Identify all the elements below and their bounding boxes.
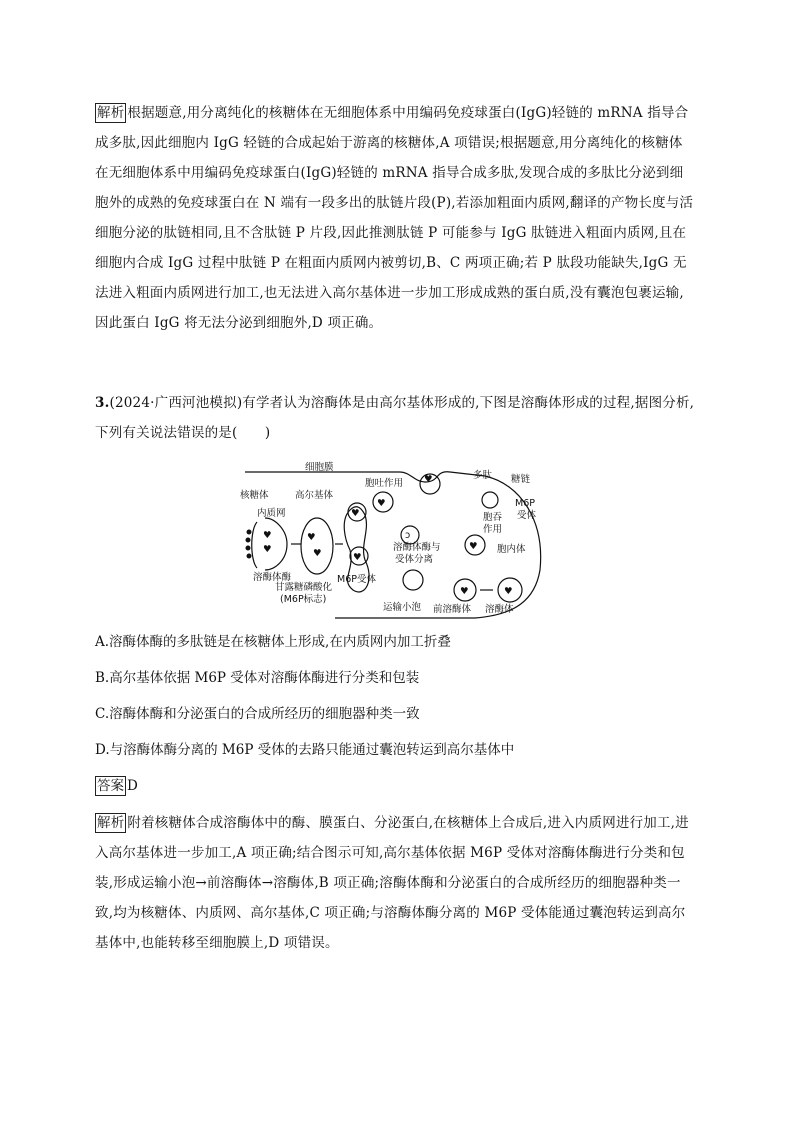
label-separation-1: 溶酶体酶与 (393, 542, 441, 553)
er-shape (246, 518, 288, 570)
lysosome-formation-diagram (235, 460, 565, 620)
svg-text:♥: ♥ (307, 532, 316, 543)
option-d: D.与溶酶体酶分离的 M6P 受体的去路只能通过囊泡转运到高尔基体中 (95, 742, 515, 758)
label-mannose-2: (M6P标志) (280, 594, 327, 605)
analysis-paragraph-2 (95, 808, 695, 958)
label-enzyme-left: 溶酶体酶 (253, 572, 292, 583)
label-mannose-1: 甘露糖磷酸化 (275, 582, 333, 593)
svg-text:♥: ♥ (424, 474, 433, 485)
label-endocytosis-2: 作用 (483, 524, 503, 535)
label-endocytosis-1: 胞吞 (483, 512, 503, 523)
analysis-text: 根据题意,用分离纯化的核糖体在无细胞体系中用编码免疫球蛋白(IgG)轻链的 mRNA 指导合成多肽,因此细胞内 IgG 轻链的合成起始于游离的核糖体,A 项错误;根据题意,用分离纯化的核糖体在无细胞体系中用编码免疫球蛋白(IgG)轻链的 mRNA 指导合成多肽,发现合成的多肽比分泌到细胞外的成熟的免疫球蛋白在 N 端有一段多出的肽链片段(P),若添加粗面内质网,翻译的产物长度与活细胞分泌的肽链相同,且不含肽链 P 片段,因此推测肽链 P 可能参与 IgG 肽链进入粗面内质网,且在细胞内合成 IgG 过程中肽链 P 在粗面内质网内被剪切,B、C 两项正确;若 P 肽段功能缺失,IgG 无法进入粗面内质网进行加工,也无法进入高尔基体进一步加工形成成熟的蛋白质,没有囊泡包裹运输,因此蛋白 IgG 将无法分泌到细胞外,D 项正确。 (95, 105, 694, 331)
analysis-tag: 解析 (97, 105, 125, 121)
label-lysosome: 溶酶体 (485, 604, 514, 615)
label-sugar: 糖链 (511, 474, 531, 485)
svg-text:♥: ♥ (351, 508, 360, 519)
question-text: (2024·广西河池模拟)有学者认为溶酶体是由高尔基体形成的,下图是溶酶体形成的过程,据图分析,下列有关说法错误的是( ) (95, 395, 695, 441)
svg-text:♥: ♥ (504, 586, 513, 597)
label-m6p-right-1: M6P (515, 498, 535, 509)
label-pre-lysosome: 前溶酶体 (433, 604, 472, 615)
label-separation-2: 受体分离 (395, 554, 434, 565)
option-a: A.溶酶体酶的多肽链是在核糖体上形成,在内质网内加工折叠 (95, 634, 451, 650)
svg-text:♥: ♥ (263, 544, 272, 555)
svg-text:♥: ♥ (313, 548, 322, 559)
question-number: 3. (95, 395, 110, 411)
question-stem (95, 388, 695, 448)
label-ribosome: 核糖体 (240, 490, 269, 501)
analysis-tag-2: 解析 (97, 815, 125, 831)
analysis-paragraph-1 (95, 98, 695, 338)
label-peptide: 多肽 (473, 470, 493, 481)
svg-text:♥: ♥ (469, 541, 478, 552)
svg-text:♥: ♥ (460, 586, 469, 597)
label-m6p-receptor: M6P受体 (337, 574, 376, 585)
option-b: B.高尔基体依据 M6P 受体对溶酶体酶进行分类和包装 (95, 670, 420, 686)
option-c: C.溶酶体酶和分泌蛋白的合成所经历的细胞器种类一致 (95, 706, 420, 722)
label-membrane: 细胞膜 (305, 462, 334, 473)
answer-line (95, 776, 695, 796)
answer-value: D (127, 778, 138, 794)
label-transport-vesicle: 运输小泡 (383, 602, 422, 613)
svg-text:♥: ♥ (263, 530, 272, 541)
svg-text:♥: ♥ (377, 498, 386, 509)
label-golgi: 高尔基体 (295, 490, 334, 501)
svg-text:ↄ: ↄ (405, 530, 411, 541)
label-er: 内质网 (257, 508, 286, 519)
analysis-text-2: 附着核糖体合成溶酶体中的酶、膜蛋白、分泌蛋白,在核糖体上合成后,进入内质网进行加工,进入高尔基体进一步加工,A 项正确;结合图示可知,高尔基体依据 M6P 受体对溶酶体酶进行分类和包装,形成运输小泡→前溶酶体→溶酶体,B 项正确;溶酶体酶和分泌蛋白的合成所经历的细胞器种类一致,均为核糖体、内质网、高尔基体,C 项正确;与溶酶体酶分离的 M6P 受体能通过囊泡转运到高尔基体中,也能转移至细胞膜上,D 项错误。 (95, 815, 689, 951)
label-exocytosis: 胞吐作用 (365, 478, 404, 489)
answer-tag: 答案 (97, 778, 124, 794)
label-endosome: 胞内体 (497, 544, 526, 555)
svg-text:♥: ♥ (353, 552, 362, 563)
label-m6p-right-2: 受体 (517, 510, 537, 521)
